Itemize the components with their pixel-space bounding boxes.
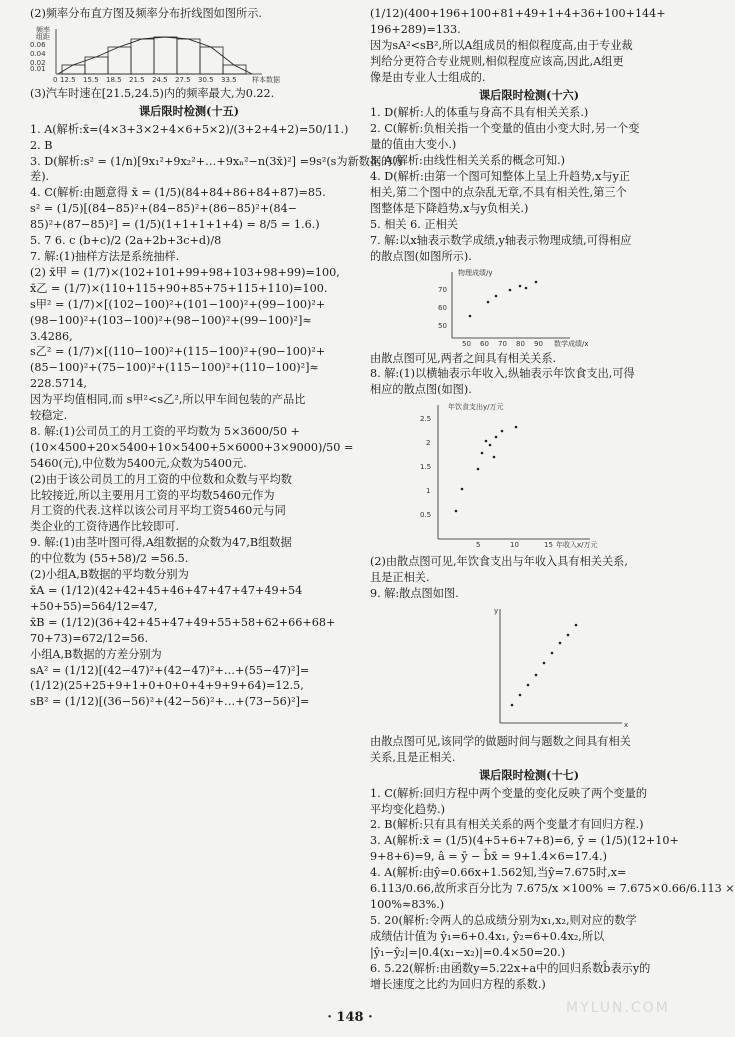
data-point (501, 430, 504, 433)
text-line: 小组A,B数据的方差分别为 (30, 647, 162, 661)
text-line: 9. 解:(1)由茎叶图可得,A组数据的众数为47,B组数据 (30, 536, 292, 550)
x-tick: 0 (53, 75, 58, 84)
text-line: (1/12)(400+196+100+81+49+1+4+36+100+144+ (370, 7, 666, 20)
text-line: 相应的散点图(如图). (370, 383, 472, 397)
y-tick: 1 (426, 487, 431, 496)
y-label-1: 频率 (36, 25, 50, 34)
bar (154, 37, 177, 74)
text-line: 7. 解:以x轴表示数学成绩,y轴表示物理成绩,可得相应 (370, 233, 632, 247)
scatter-plot-income-food (370, 401, 688, 551)
text-line: 3. D(解析:s² = (1/n)[9x₁²+9x₂²+…+9xₙ²−n(3x̄)²] =9s²(s为新数据的方 (30, 154, 404, 168)
text-line: 8. 解:(1)公司员工的月工资的平均数为 5×3600/50 + (30, 424, 300, 438)
text-line: 9. 解:散点图如图. (370, 587, 459, 601)
text-line: 85)²+(87−85)²] = (1/5)(1+1+1+1+4) = 8/5 = 1.6.) (30, 218, 320, 232)
data-point (495, 436, 498, 439)
text-line: 2. B(解析:只有具有相关关系的两个变量才有回归方程.) (370, 818, 644, 832)
x-label: 年收入x/万元 (556, 541, 598, 550)
text-line: 月工资的代表.这样以该公司月平均工资5460元与同 (30, 504, 286, 518)
text-line: 8. 解:(1)以横轴表示年收入,纵轴表示年饮食支出,可得 (370, 367, 635, 381)
y-tick: 50 (438, 321, 447, 330)
section-title-16: 课后限时检测(十六) (478, 87, 580, 102)
data-point (477, 468, 480, 471)
bar (108, 47, 131, 74)
y-tick: 70 (438, 285, 447, 294)
scatter-plot-physics-math (370, 268, 688, 348)
x-tick: 30.5 (198, 75, 214, 84)
x-tick: 33.5 (221, 75, 237, 84)
data-point (527, 684, 530, 687)
y-axis-label: y (494, 606, 499, 615)
text-line: 由散点图可见,该同学的做题时间与题数之间具有相关 (370, 734, 631, 748)
text-line: 量的值由大变小.) (370, 138, 457, 152)
text-line: 1. C(解析:回归方程中两个变量的变化反映了两个变量的 (370, 786, 648, 800)
text-line: s² = (1/5)[(84−85)²+(84−85)²+(86−85)²+(84− (30, 202, 298, 216)
y-tick: 1.5 (420, 463, 432, 472)
text-line: 因为sA²<sB²,所以A组成员的相似程度高,由于专业裁 (370, 38, 633, 52)
x-tick: 12.5 (60, 75, 76, 84)
x-tick: 60 (480, 339, 489, 348)
text-line: (10×4500+20×5400+10×5400+5×6000+3×9000)/50 = (30, 440, 354, 454)
text-line: 相关,第二个图中的点杂乱无章,不具有相关性,第三个 (370, 185, 627, 199)
y-tick: 60 (438, 303, 447, 312)
text-line: 像是由专业人士组成的. (370, 70, 486, 84)
data-point (487, 300, 490, 303)
text-line: 增长速度之比约为回归方程的系数.) (370, 977, 546, 991)
text-line: (2)由散点图可见,年饮食支出与年收入具有相关关系, (370, 555, 628, 569)
text-line: 196+289)=133. (370, 22, 461, 36)
text-line: x̄乙 = (1/7)×(110+115+90+85+75+115+110)=100. (30, 281, 328, 295)
text-line: 2. C(解析:负相关指一个变量的值由小变大时,另一个变 (370, 122, 640, 136)
plot-title: 年饮食支出y/万元 (448, 403, 504, 412)
x-tick: 50 (462, 339, 471, 348)
text-line: |ŷ₁−ŷ₂|=|0.4(x₁−x₂)|=0.4×50=20.) (370, 945, 566, 959)
bar (200, 47, 223, 74)
data-point (525, 286, 528, 289)
text-line: 由散点图可见,两者之间具有相关关系. (370, 351, 557, 365)
x-tick: 10 (510, 541, 519, 550)
data-point (485, 440, 488, 443)
text-line: sA² = (1/12)[(42−47)²+(42−47)²+…+(55−47)²]= (30, 663, 310, 677)
text-line: x̄B = (1/12)(36+42+45+47+49+55+58+62+66+68+ (30, 615, 336, 629)
y-tick: 0.06 (30, 40, 46, 49)
watermark: MYLUN.COM (566, 1000, 670, 1016)
text-line: (2) x̄甲 = (1/7)×(102+101+99+98+103+98+99)=100, (30, 265, 340, 279)
text-line: 1. D(解析:人的体重与身高不具有相关关系.) (370, 106, 589, 120)
text-line: 4. C(解析:由题意得 x̄ = (1/5)(84+84+86+84+87)=85. (30, 186, 326, 200)
x-tick: 24.5 (152, 75, 168, 84)
data-point (461, 488, 464, 491)
data-point (493, 456, 496, 459)
x-tick: 15.5 (83, 75, 99, 84)
x-tick: 70 (498, 339, 507, 348)
plot-title: 物理成绩/y (458, 268, 493, 277)
text-line: (1/12)(25+25+9+1+0+0+0+4+9+9+64)=12.5, (30, 679, 304, 693)
scatter-plot-time-problems (370, 605, 688, 731)
text-line: 1. A(解析:x̄=(4×3+3×2+4×6+5×2)/(3+2+4+2)=50/11.) (30, 122, 349, 136)
x-tick: 5 (476, 541, 481, 550)
text-line: 5. 20(解析:令两人的总成绩分别为x₁,x₂,则对应的数学 (370, 913, 637, 927)
text-line: 差). (30, 170, 50, 184)
text-line: 5. 相关 6. 正相关 (370, 217, 458, 231)
section-title-15: 课后限时检测(十五) (138, 103, 240, 118)
y-tick: 0.04 (30, 49, 46, 58)
data-point (535, 674, 538, 677)
text-line: 图整体是下降趋势,x与y负相关.) (370, 201, 529, 215)
data-point (515, 426, 518, 429)
data-point (509, 288, 512, 291)
x-axis-label: x (624, 720, 629, 729)
text-line: 4. D(解析:由第一个图可知整体上呈上升趋势,x与y正 (370, 170, 631, 184)
text-line: s甲² = (1/7)×[(102−100)²+(101−100)²+(99−100)²+ (30, 297, 326, 311)
text-line: 因为平均值相同,而 s甲²<s乙²,所以甲车间包装的产品比 (30, 393, 306, 407)
text-line: 的中位数为 (55+58)/2 =56.5. (30, 552, 189, 566)
text-line: sB² = (1/12)[(36−56)²+(42−56)²+…+(73−56)²]= (30, 695, 310, 709)
bar (131, 39, 154, 74)
text-line: 且是正相关. (370, 571, 430, 585)
data-point (551, 652, 554, 655)
data-point (567, 634, 570, 637)
data-point (495, 294, 498, 297)
text-line: 7. 解:(1)抽样方法是系统抽样. (30, 249, 180, 263)
text-line: 较稳定. (30, 409, 68, 423)
right-column (370, 6, 735, 992)
x-tick: 27.5 (175, 75, 191, 84)
text-line: (2)小组A,B数据的平均数分别为 (30, 568, 189, 582)
text-line: 成绩估计值为 ŷ₁=6+0.4x₁, ŷ₂=6+0.4x₂,所以 (370, 929, 605, 943)
text-line: (85−100)²+(75−100)²+(115−100)²+(110−100)²]≈ (30, 361, 319, 375)
text-line: 比较接近,所以主要用月工资的平均数5460元作为 (30, 488, 275, 502)
intro-line: (2)频率分布直方图及频率分布折线图如图所示. (30, 7, 262, 20)
data-point (519, 284, 522, 287)
text-line: 6.113/0.66,故所求百分比为 7.675/x ×100% = 7.675×0.66/6.113 × (370, 882, 735, 896)
y-tick: 0.02 (30, 58, 46, 67)
y-tick: 2.5 (420, 415, 432, 424)
x-tick: 80 (516, 339, 525, 348)
text-line: (3)汽车时速在[21.5,24.5)内的频率最大,为0.22. (30, 86, 275, 100)
x-tick: 90 (534, 339, 543, 348)
text-line: 平均变化趋势.) (370, 802, 446, 816)
data-point (469, 314, 472, 317)
x-label: 样本数据 (252, 75, 280, 84)
text-line: x̄A = (1/12)(42+42+45+46+47+47+47+49+54 (30, 584, 303, 597)
x-tick: 15 (544, 541, 553, 550)
text-line: 9+8+6)=9, â = ȳ − b̂x̄ = 9+1.4×6=17.4.) (370, 850, 607, 864)
text-line: +50+55)=564/12=47, (30, 599, 158, 613)
data-point (455, 510, 458, 513)
frequency-histogram (30, 25, 348, 83)
text-line: 228.5714, (30, 377, 87, 391)
data-point (559, 642, 562, 645)
x-tick: 21.5 (129, 75, 145, 84)
y-tick: 0.01 (30, 64, 46, 73)
text-line: 判给分更符合专业规则,相似程度应该高,因此,A组更 (370, 54, 624, 68)
text-line: 3. A(解析:x̄ = (1/5)(4+5+6+7+8)=6, ȳ = (1/5)(12+10+ (370, 834, 679, 848)
text-line: 的散点图(如图所示). (370, 249, 472, 263)
text-line: (98−100)²+(103−100)²+(98−100)²+(99−100)²]≈ (30, 313, 312, 327)
data-point (519, 694, 522, 697)
text-line: 关系,且是正相关. (370, 750, 456, 764)
text-line: 100%≈83%.) (370, 898, 445, 911)
y-label-2: 组距 (36, 32, 50, 41)
text-line: 3. A(解析:由线性相关关系的概念可知.) (370, 154, 565, 168)
text-line: 2. B (30, 138, 53, 152)
x-label: 数学成绩/x (554, 339, 589, 348)
data-point (511, 704, 514, 707)
data-point (481, 452, 484, 455)
data-point (535, 280, 538, 283)
data-point (543, 662, 546, 665)
text-line: 5460(元),中位数为5400元,众数为5400元. (30, 456, 247, 470)
text-line: 6. 5.22(解析:由函数y=5.22x+a中的回归系数b̂表示y的 (370, 961, 651, 975)
section-title-17: 课后限时检测(十七) (478, 767, 580, 782)
y-tick: 2 (426, 439, 431, 448)
y-tick: 0.5 (420, 511, 432, 520)
text-line: s乙² = (1/7)×[(110−100)²+(115−100)²+(90−100)²+ (30, 345, 326, 359)
text-line: 4. A(解析:由ŷ=0.66x+1.562知,当ŷ=7.675时,x= (370, 866, 627, 880)
text-line: 3.4286, (30, 329, 73, 343)
data-point (489, 444, 492, 447)
page-number: · 148 · (327, 1010, 373, 1025)
text-line: (2)由于该公司员工的月工资的中位数和众数与平均数 (30, 472, 292, 486)
x-tick: 18.5 (106, 75, 122, 84)
text-line: 类企业的工资待遇作比较即可. (30, 520, 179, 534)
text-line: 70+73)=672/12=56. (30, 631, 149, 645)
text-line: 5. 7 6. c (b+c)/2 (2a+2b+3c+d)/8 (30, 234, 222, 248)
data-point (575, 624, 578, 627)
bar (177, 39, 200, 74)
